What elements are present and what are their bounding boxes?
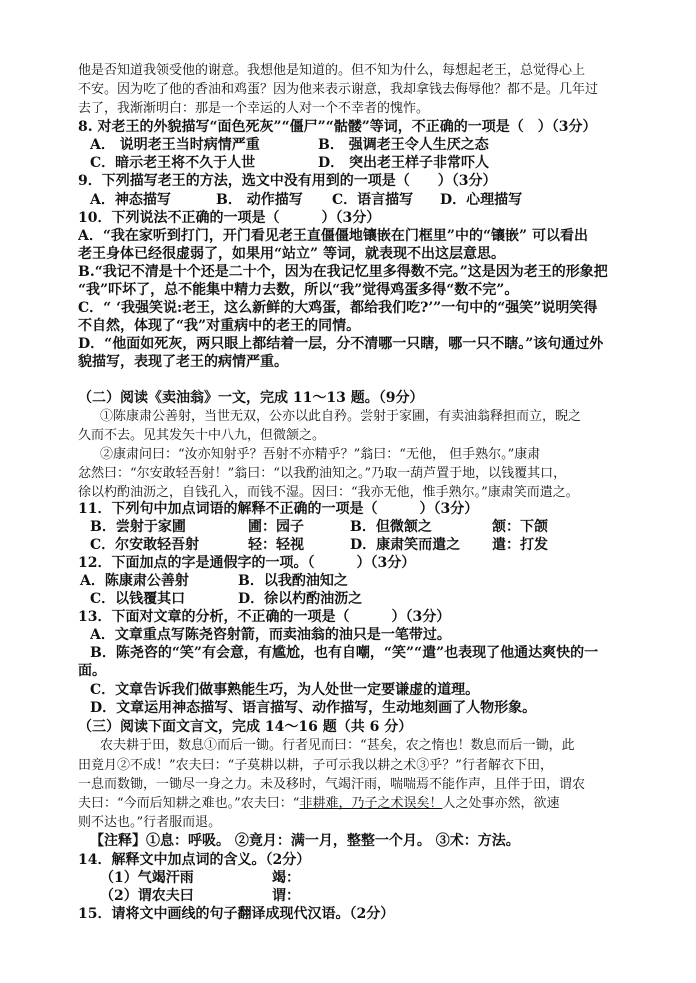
q9-option-b: B． 动作描写 [216, 192, 303, 208]
passage-line [78, 795, 662, 813]
passage-line: 田竟月②不成！”农夫曰：“子莫耕以耕，子可示我以耕之术③乎？”行者解衣下田， [78, 758, 553, 773]
underlined-sentence: 非耕难，乃子之术误矣！ [299, 796, 443, 811]
q8-option-b: B． 强调老王令人生厌之态 [318, 137, 489, 153]
q10-line: 不自然，体现了“我”对重病中的老王的同情。 [78, 318, 361, 334]
passage-line: ②康肃问曰：“汝亦知射乎？吾射不亦精乎？”翁曰：“无他， 但手熟尔。”康肃 [100, 447, 541, 462]
passage-line: 他是否知道我领受他的谢意。我想他是知道的。但不知为什么，每想起老王，总觉得心上 [78, 63, 586, 78]
q12-option-c: C．以钱覆其口 [90, 591, 186, 607]
passage-line-start: 夫曰：“今而后知耕之难也。”农夫曰：“ [78, 796, 300, 811]
q14-item-1: （1）气竭汗雨 [100, 870, 194, 886]
q8-option-d: D． 突出老王样子非常吓人 [318, 155, 490, 171]
passage-line: ①陈康肃公善射，当世无双，公亦以此自矜。尝射于家圃，有卖油翁释担而立，睨之 [100, 409, 582, 424]
q10-line: 貌描写，表现了老王的病情严重。 [78, 354, 288, 370]
question-14-stem: 14．解释文中加点词的含义。（2分） [78, 852, 311, 868]
passage-line: 徐以杓酌油沥之，自钱孔入，而钱不湿。因曰：“我亦无他，惟手熟尔。”康肃笑而遣之。 [78, 485, 579, 500]
passage-line: 忿然曰：“尔安敢轻吾射！”翁曰：“以我酌油知之。”乃取一葫芦置于地，以钱覆其口， [78, 466, 567, 481]
q9-option-c: C．语言描写 [332, 192, 414, 208]
section-3-title: （三）阅读下面文言文，完成 14～16 题（共 6 分） [78, 719, 413, 735]
q10-line: “我”吓坏了，总不能集中精力去数，所以“我”觉得鸡蛋多得“数不完”。 [78, 282, 519, 298]
q11-option-c-gloss: 轻：轻视 [248, 537, 304, 553]
q11-option-b: B．但微颔之 [350, 519, 432, 535]
q11-option-b-gloss: 颔：下颌 [492, 519, 548, 535]
passage-line: 农夫耕于田，数息①而后一锄。行者见而曰：“甚矣，农之惰也！数息而后一锄，此 [100, 738, 575, 753]
question-10-stem: 10．下列说法不正确的一项是（ ）（3分） [78, 210, 381, 226]
question-9-stem: 9．下列描写老王的方法，选文中没有用到的一项是（ ）（3分） [78, 173, 497, 189]
passage-line: 则不达也。”行者服而退。 [78, 815, 222, 830]
q11-option-d: D．康肃笑而遣之 [350, 537, 461, 553]
q10-line: D．“他面如死灰，两只眼上都结着一层，分不清哪一只瞎，哪一只不瞎。”该句通过外 [78, 336, 604, 352]
q11-option-a-gloss: 圃：园子 [248, 519, 304, 535]
q13-line: 面。 [78, 663, 106, 679]
q13-line: C．文章告诉我们做事熟能生巧，为人处世一定要谦虚的道理。 [90, 682, 480, 698]
q13-line: D．文章运用神态描写、语言描写、动作描写，生动地刻画了人物形象。 [90, 700, 537, 716]
q12-option-b: B．以我酌油知之 [238, 573, 348, 589]
q12-option-d: D．徐以杓酌油沥之 [238, 591, 363, 607]
q14-item-2-blank: 谓： [272, 888, 300, 904]
q14-item-2: （2）谓农夫曰 [100, 888, 194, 904]
q10-line: 老王身体已经很虚弱了，如果用“站立” 等词，就表现不出这层意思。 [78, 246, 505, 262]
q10-line: B.“我记不清是十个还是二十个，因为在我记忆里多得数不完。”这是因为老王的形象把 [78, 264, 608, 280]
section-2-title: （二）阅读《卖油翁》一文，完成 11～13 题。（9分） [78, 390, 424, 406]
q14-item-1-blank: 竭： [272, 870, 300, 886]
passage-line: 不安。因为吃了他的香油和鸡蛋？因为他来表示谢意，我却拿钱去侮辱他？都不是。几年过 [78, 82, 599, 97]
q12-option-a: A．陈康肃公善射 [80, 573, 189, 589]
q8-option-a: A． 说明老王当时病情严重 [90, 137, 260, 153]
q11-option-c: C．尔安敢轻吾射 [90, 537, 200, 553]
q10-line: C．“ ‘我强笑说:老王，这么新鲜的大鸡蛋，都给我们吃?’”一句中的“强笑”说明笑得 [78, 300, 598, 316]
question-12-stem: 12．下面加点的字是通假字的一项。（ ）（3分） [78, 555, 416, 571]
question-8-stem: 8. 对老王的外貌描写“面色死灰”“僵尸”“骷髅”等词，不正确的一项是（ ）（3分） [78, 119, 597, 135]
q13-line: B．陈尧咨的“笑”有会意，有尴尬，也有自嘲，“笑”“遣”也表现了他通达爽快的一 [90, 645, 599, 661]
q9-option-d: D．心理描写 [440, 192, 523, 208]
passage-line: 去了，我渐渐明白：那是一个幸运的人对一个不幸者的愧怍。 [78, 101, 430, 116]
passage-line: 久而不去。见其发矢十中八九，但微颔之。 [78, 428, 326, 443]
q10-line: A．“我在家听到打门，开门看见老王直僵僵地镶嵌在门框里”中的“镶嵌” 可以看出 [78, 228, 588, 244]
annotation-note: 【注释】①息：呼吸。 ②竟月：满一月，整整一个月。 ③术：方法。 [90, 833, 520, 849]
question-13-stem: 13．下面对文章的分析，不正确的一项是（ ）（3分） [78, 609, 451, 625]
question-15-stem: 15．请将文中画线的句子翻译成现代汉语。（2分） [78, 906, 395, 922]
q11-option-a: B．尝射于家圃 [90, 519, 186, 535]
q8-option-c: C．暗示老王将不久于人世 [90, 155, 256, 171]
question-11-stem: 11．下列句中加点词语的解释不正确的一项是（ ）（3分） [78, 501, 479, 517]
q9-option-a: A．神态描写 [90, 192, 171, 208]
q11-option-d-gloss: 遣：打发 [492, 537, 548, 553]
q13-line: A．文章重点写陈尧咨射箭，而卖油翁的油只是一笔带过。 [90, 627, 451, 643]
passage-line: 一息而数锄，一锄尽一身之力。未及移时，气竭汗雨，喘喘焉不能作声，且伴于田，谓农 [78, 777, 586, 792]
passage-line-end: 人之处事亦然，欲速 [442, 796, 560, 811]
